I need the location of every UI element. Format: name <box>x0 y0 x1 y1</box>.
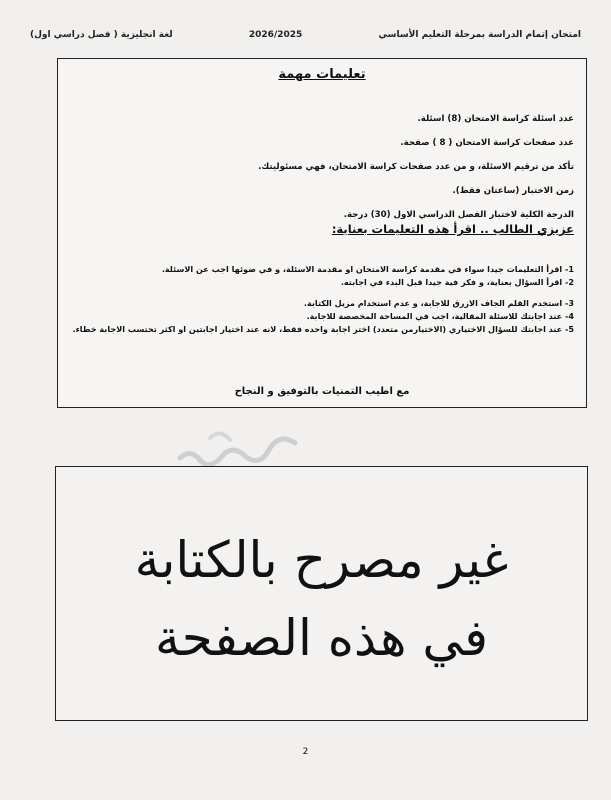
dear-student-heading: عزيزي الطالب .. اقرأ هذه التعليمات بعناية: <box>331 222 574 236</box>
instructions-box <box>57 58 587 408</box>
fact-item: عدد اسئلة كراسة الامتحان (8) اسئلة. <box>417 114 574 124</box>
header-subject: لغة انجليزية ( فصل دراسي اول) <box>30 30 173 40</box>
instructions-facts <box>70 107 574 227</box>
header-year: 2026/2025 <box>248 30 303 40</box>
page-header <box>30 26 581 44</box>
header-exam-title: امتحان إتمام الدراسة بمرحلة التعليم الأساسي <box>378 30 581 40</box>
no-writing-line-2: في هذه الصفحة <box>154 609 489 667</box>
rules-list <box>70 263 574 336</box>
fact-item: زمن الاختبار (ساعتان فقط). <box>452 186 574 196</box>
page-number: 2 <box>302 747 309 757</box>
no-writing-line-1: غير مصرح بالكتابة <box>134 531 509 589</box>
fact-item: تأكد من ترقيم الاسئلة، و من عدد صفحات كراسة الامتحان، فهي مسئوليتك. <box>258 162 574 172</box>
rule-item: 1- اقرأ التعليمات جيدا سواء في مقدمة كراسة الامتحان او مقدمة الاسئلة، و في ضوئها اجب عن الاسئلة. <box>161 264 574 274</box>
no-writing-box <box>55 466 588 721</box>
instructions-title: تعليمات مهمة <box>278 67 366 82</box>
rule-item: 4- عند اجابتك للاسئلة المقالية، اجب في المساحة المخصصة للاجابة. <box>306 311 574 321</box>
rule-item: 3- استخدم القلم الجاف الازرق للاجابة، و عدم استخدام مزيل الكتابة. <box>303 298 574 308</box>
fact-item: عدد صفحات كراسة الامتحان ( 8 ) صفحة. <box>400 138 574 148</box>
closing-wishes: مع اطيب التمنيات بالتوفيق و النجاح <box>234 386 410 397</box>
fact-item: الدرجة الكلية لاختبار الفصل الدراسي الاول (30) درجة. <box>343 210 574 220</box>
rule-item: 5- عند اجابتك للسؤال الاختياري (الاختيارمن متعدد) اختر اجابة واحده فقط، لانه عند اختيار اجابتين او اكثر تحتسب الاجابة خطاء. <box>72 324 574 334</box>
rule-item: 2- اقرأ السؤال بعناية، و فكر فية جيدا قبل البدء في اجابته. <box>340 277 574 287</box>
